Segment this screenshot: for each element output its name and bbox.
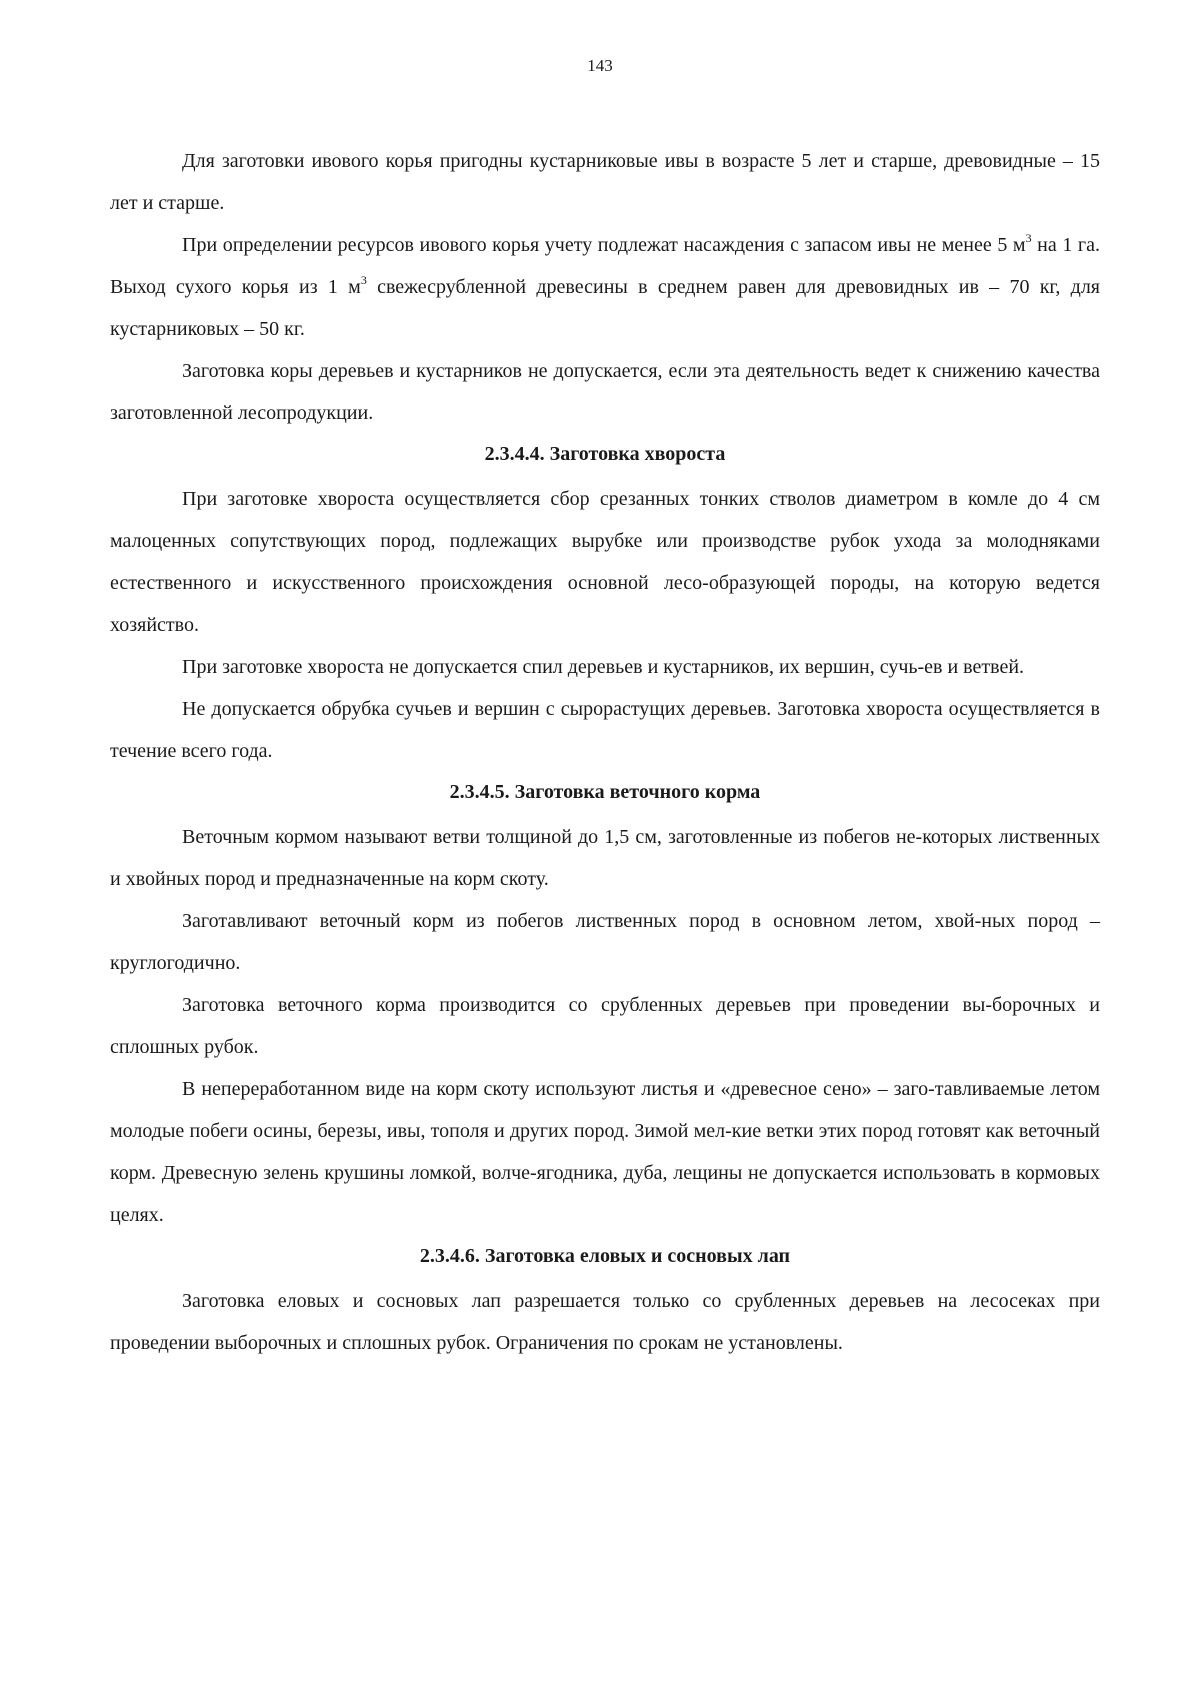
paragraph-brushwood-collection: При заготовке хвороста осуществляется сбор срезанных тонких стволов диаметром в комле до 4 см малоценных сопутствующих пород, подлежащих вырубке или производстве рубок ухода за молодняками естественного и искусственного происхождения основной лесо-образующей породы, на которую ведется хозяйство. bbox=[110, 488, 1100, 636]
paragraph-willow-bark-age: Для заготовки ивового корья пригодны кустарниковые ивы в возрасте 5 лет и старше, древовидные – 15 лет и старше. bbox=[110, 150, 1100, 214]
paragraph-bark-restriction: Заготовка коры деревьев и кустарников не допускается, если эта деятельность ведет к снижению качества заготовленной лесопродукции. bbox=[110, 360, 1100, 424]
paragraph-willow-bark-resources bbox=[110, 224, 1100, 350]
section-heading-spruce-pine-paws: 2.3.4.6. Заготовка еловых и сосновых лап bbox=[419, 1245, 791, 1267]
paragraph-text-part: свежесрубленной древесины в среднем равен для древовидных ив – 70 кг, для кустарниковых – 50 кг. bbox=[110, 276, 1101, 340]
section-heading-brushwood: 2.3.4.4. Заготовка хвороста bbox=[484, 443, 726, 465]
paragraph-brushwood-season: Не допускается обрубка сучьев и вершин с сырорастущих деревьев. Заготовка хвороста осуществляется в течение всего года. bbox=[110, 698, 1100, 762]
paragraph-text-part: При определении ресурсов ивового корья учету подлежат насаждения с запасом ивы не менее 5 м bbox=[182, 234, 1026, 256]
paragraph-branch-feed-definition: Веточным кормом называют ветви толщиной до 1,5 см, заготовленные из побегов не-которых лиственных и хвойных пород и предназначенные на корм скоту. bbox=[110, 826, 1100, 890]
paragraph-branch-feed-source: Заготовка веточного корма производится со срубленных деревьев при проведении вы-борочных и сплошных рубок. bbox=[110, 994, 1100, 1058]
superscript-cubed: 3 bbox=[360, 273, 367, 287]
page-number: 143 bbox=[587, 56, 613, 75]
paragraph-branch-feed-usage: В непереработанном виде на корм скоту используют листья и «древесное сено» – заго-тавливаемые летом молодые побеги осины, березы, ивы, тополя и других пород. Зимой мел-кие ветки этих пород готовят как веточный корм. Древесную зелень крушины ломкой, волче-ягодника, дуба, лещины не допускается использовать в кормовых целях. bbox=[110, 1078, 1100, 1226]
paragraph-brushwood-prohibition: При заготовке хвороста не допускается спил деревьев и кустарников, их вершин, сучь-ев и ветвей. bbox=[182, 656, 1025, 678]
paragraph-spruce-pine-paws: Заготовка еловых и сосновых лап разрешается только со срубленных деревьев на лесосеках при проведении выборочных и сплошных рубок. Ограничения по срокам не установлены. bbox=[110, 1290, 1100, 1354]
superscript-cubed: 3 bbox=[1025, 231, 1032, 245]
section-heading-branch-feed: 2.3.4.5. Заготовка веточного корма bbox=[449, 781, 761, 803]
document-body bbox=[110, 140, 1100, 1364]
paragraph-branch-feed-season: Заготавливают веточный корм из побегов лиственных пород в основном летом, хвой-ных пород – круглогодично. bbox=[110, 910, 1100, 974]
paragraph-text-part: на 1 га. Выход сухого корья из 1 м bbox=[110, 234, 1100, 298]
